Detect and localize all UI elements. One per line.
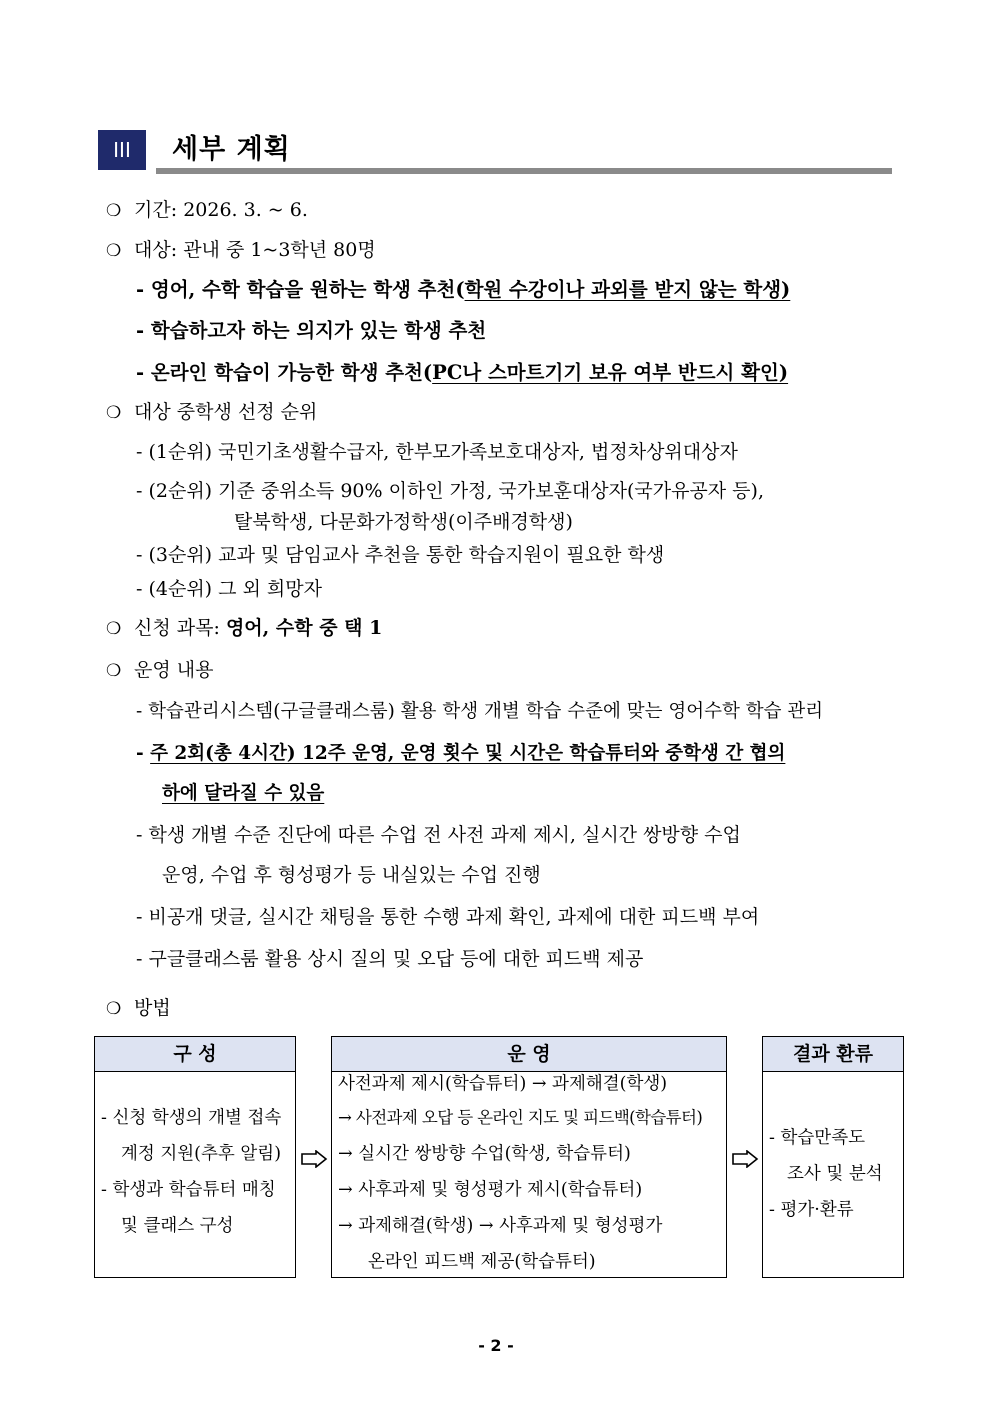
operation-3: - 학생 개별 수준 진단에 따른 수업 전 사전 과제 제시, 실시간 쌍방향 수업 [136, 824, 741, 846]
priority-item [106, 400, 317, 425]
operation-5: - 구글클래스룸 활용 상시 질의 및 오답 등에 대한 피드백 제공 [136, 948, 644, 970]
target-sub-3-underlined: PC나 스마트기기 보유 여부 반드시 확인) [432, 361, 789, 384]
operate-line-4: → 사후과제 및 형성평가 제시(학습튜터) [338, 1180, 643, 1200]
circle-bullet-icon: ❍ [106, 661, 122, 681]
operation-item [106, 658, 214, 683]
priority-3: - (3순위) 교과 및 담임교사 추천을 통한 학습지원이 필요한 학생 [136, 544, 665, 566]
priority-1: - (1순위) 국민기초생활수급자, 한부모가족보호대상자, 법정차상위대상자 [136, 441, 738, 463]
section-number: III [98, 130, 146, 170]
operate-header: 운 영 [332, 1037, 726, 1072]
result-box [762, 1036, 904, 1278]
compose-line-3: - 학생과 학습튜터 매칭 [101, 1180, 276, 1200]
compose-line-2: 계정 지원(추후 알림) [121, 1144, 282, 1164]
heading-rule [156, 168, 892, 174]
result-line-3: - 평가·환류 [769, 1200, 854, 1220]
flow-arrow-icon [731, 1150, 759, 1168]
flow-arrow-icon [300, 1150, 328, 1168]
target-sub-3-text: - 온라인 학습이 가능한 학생 추천( [136, 361, 433, 384]
operate-line-6: 온라인 피드백 제공(학습튜터) [368, 1252, 596, 1272]
circle-bullet-icon: ❍ [106, 403, 122, 423]
period-text: 기간: 2026. 3. ~ 6. [134, 199, 308, 221]
subject-label: 신청 과목: [134, 617, 226, 639]
compose-line-4: 및 클래스 구성 [121, 1216, 234, 1236]
operate-line-1: 사전과제 제시(학습튜터) → 과제해결(학생) [338, 1074, 668, 1094]
result-line-1: - 학습만족도 [769, 1128, 866, 1148]
compose-box [94, 1036, 296, 1278]
operation-2-cont [162, 782, 324, 806]
page-number: - 2 - [478, 1336, 514, 1355]
priority-2: - (2순위) 기준 중위소득 90% 이하인 가정, 국가보훈대상자(국가유공자 등), [136, 480, 764, 502]
section-title: 세부 계획 [172, 134, 291, 165]
operation-text: 운영 내용 [134, 659, 214, 681]
result-line-2: 조사 및 분석 [787, 1164, 883, 1184]
period-item [106, 198, 308, 223]
circle-bullet-icon: ❍ [106, 241, 122, 261]
operation-4: - 비공개 댓글, 실시간 채팅을 통한 수행 과제 확인, 과제에 대한 피드백 부여 [136, 906, 760, 928]
method-text: 방법 [134, 997, 171, 1019]
circle-bullet-icon: ❍ [106, 999, 122, 1019]
operation-3-cont: 운영, 수업 후 형성평가 등 내실있는 수업 진행 [162, 864, 541, 886]
subject-item [106, 616, 382, 641]
target-sub-1 [136, 278, 790, 302]
operate-line-5: → 과제해결(학생) → 사후과제 및 형성평가 [338, 1216, 663, 1236]
target-item [106, 238, 376, 263]
method-item [106, 996, 171, 1021]
priority-text: 대상 중학생 선정 순위 [134, 401, 318, 423]
circle-bullet-icon: ❍ [106, 619, 122, 639]
operation-2-cont-text: 하에 달라질 수 있음 [162, 783, 325, 804]
result-header: 결과 환류 [763, 1037, 903, 1072]
operate-box [331, 1036, 727, 1278]
target-text: 대상: 관내 중 1~3학년 80명 [134, 239, 376, 261]
operation-2-dash: - [136, 743, 151, 764]
compose-line-1: - 신청 학생의 개별 접속 [101, 1108, 282, 1128]
target-sub-1-text: - 영어, 수학 학습을 원하는 학생 추천( [136, 278, 465, 301]
target-sub-3 [136, 361, 788, 385]
operation-2 [136, 742, 785, 766]
operation-1: - 학습관리시스템(구글클래스룸) 활용 학생 개별 학습 수준에 맞는 영어수학 학습 관리 [136, 701, 824, 722]
circle-bullet-icon: ❍ [106, 201, 122, 221]
target-sub-2: - 학습하고자 하는 의지가 있는 학생 추천 [136, 319, 487, 342]
priority-4: - (4순위) 그 외 희망자 [136, 578, 322, 600]
priority-2-cont: 탈북학생, 다문화가정학생(이주배경학생) [234, 511, 573, 533]
operate-line-2: → 사전과제 오답 등 온라인 지도 및 피드백(학습튜터) [338, 1108, 703, 1127]
compose-header: 구 성 [95, 1037, 295, 1072]
subject-value: 영어, 수학 중 택 1 [225, 617, 383, 639]
target-sub-1-underlined: 학원 수강이나 과외를 받지 않는 학생) [464, 278, 791, 301]
operate-line-3: → 실시간 쌍방향 수업(학생, 학습튜터) [338, 1144, 631, 1164]
operation-2-text: 주 2회(총 4시간) 12주 운영, 운영 횟수 및 시간은 학습튜터와 중학생 간 협의 [150, 743, 786, 764]
